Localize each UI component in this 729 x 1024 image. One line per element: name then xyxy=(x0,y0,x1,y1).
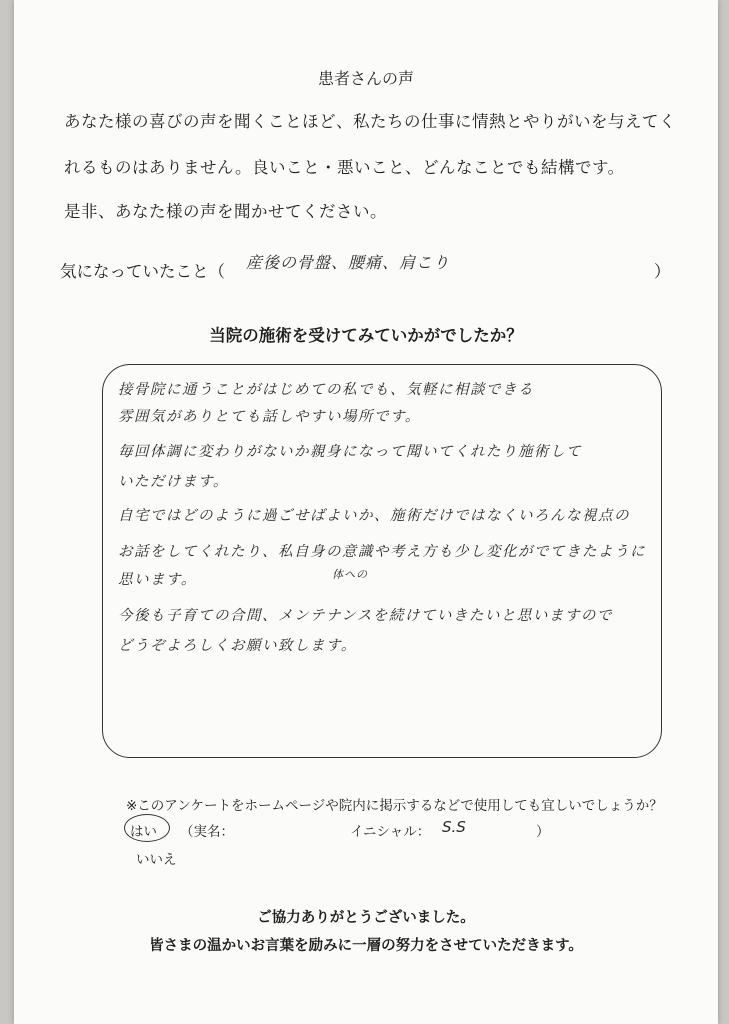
intro-line-1: あなた様の喜びの声を聞くことほど、私たちの仕事に情熱とやりがいを与えてく xyxy=(64,112,676,131)
answer-line-4: いただけます。 xyxy=(118,474,229,490)
answer-line-1: 接骨院に通うことがはじめての私でも、気軽に相談できる xyxy=(118,382,534,398)
answer-line-9: どうぞよろしくお願い致します。 xyxy=(118,638,357,654)
concern-label: 気になっていたこと（ xyxy=(60,262,225,281)
consent-no-option[interactable]: いいえ xyxy=(136,852,177,868)
answer-line-3: 毎回体調に変わりがないか親身になって聞いてくれたり施術して xyxy=(118,444,582,460)
answer-line-6: お話をしてくれたり、私自身の意識や考え方も少し変化がでてきたように xyxy=(118,544,646,560)
consent-question: ※このアンケートをホームページや院内に掲示するなどで使用しても宜しいでしょうか？ xyxy=(126,798,663,814)
thanks-line-1: ご協力ありがとうございました。 xyxy=(257,910,475,926)
answer-line-2: 雰囲気がありとても話しやすい場所です。 xyxy=(118,409,421,425)
initial-close-paren: ） xyxy=(536,824,550,840)
answer-insert-note: 体への xyxy=(332,568,368,581)
thanks-line-2: 皆さまの温かいお言葉を励みに一層の努力をさせていただきます。 xyxy=(149,938,583,954)
initial-value: S.S xyxy=(442,818,466,836)
realname-label: （実名： xyxy=(180,824,234,840)
survey-sheet xyxy=(14,0,718,1024)
answer-line-7: 思います。 xyxy=(118,572,197,588)
form-title: 患者さんの声 xyxy=(317,69,414,88)
intro-line-3: 是非、あなた様の声を聞かせてください。 xyxy=(64,202,387,221)
intro-line-2: れるものはありません。良いこと・悪いこと、どんなことでも結構です。 xyxy=(64,158,625,177)
answer-line-5: 自宅ではどのように過ごせばよいか、施術だけではなくいろんな視点の xyxy=(118,508,630,524)
initial-label: イニシャル： xyxy=(350,824,431,840)
consent-yes-option[interactable]: はい xyxy=(130,824,157,840)
question-heading: 当院の施術を受けてみていかがでしたか？ xyxy=(209,326,523,345)
concern-answer: 産後の骨盤、腰痛、肩こり xyxy=(246,253,451,272)
concern-close-paren: ） xyxy=(654,262,671,281)
answer-line-8: 今後も子育ての合間、メンテナンスを続けていきたいと思いますので xyxy=(118,608,613,624)
